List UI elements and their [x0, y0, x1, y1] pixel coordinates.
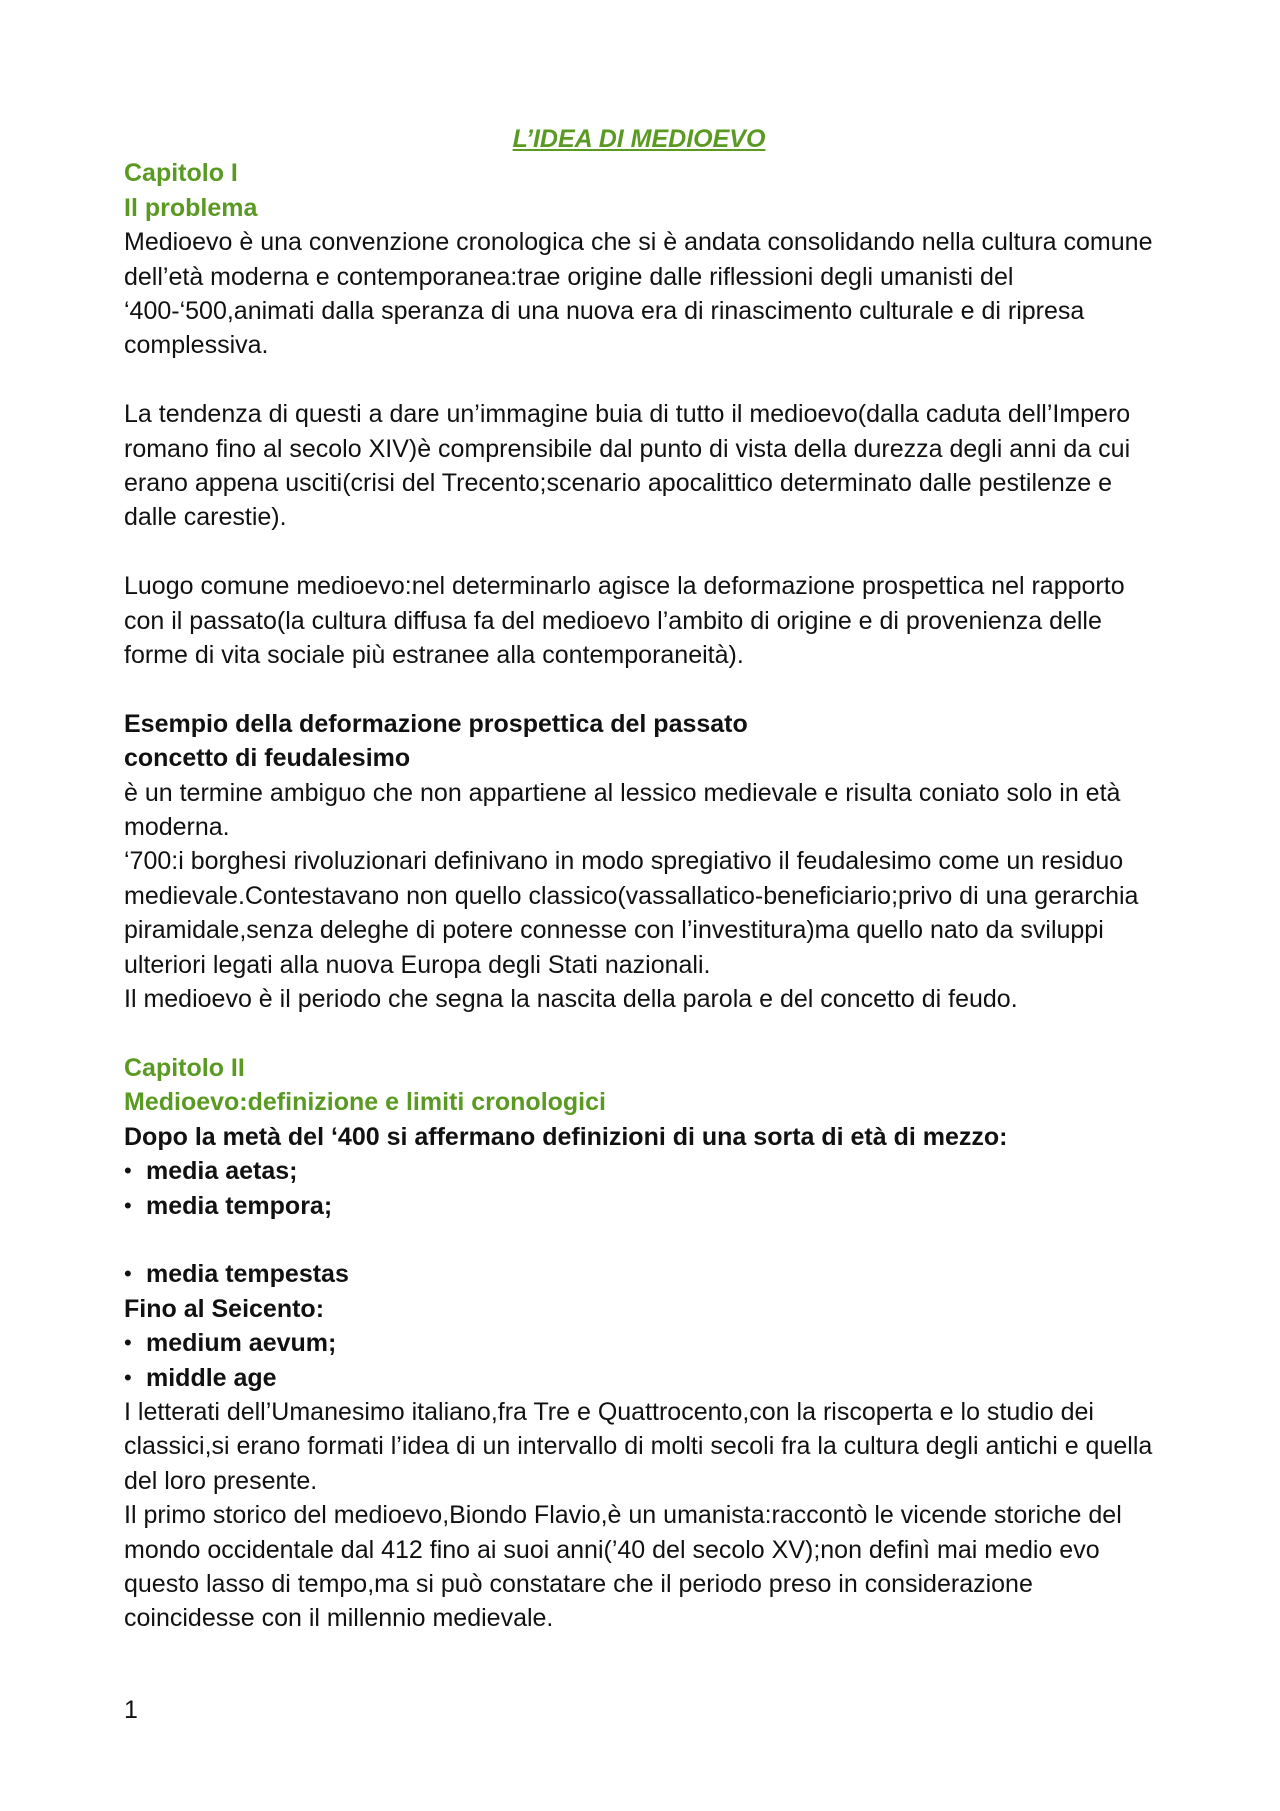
chapter-1-subtitle: Il problema — [124, 193, 258, 222]
bullet-icon: • — [124, 1261, 132, 1287]
page-number: 1 — [124, 1696, 138, 1724]
spacer — [124, 672, 1154, 706]
chapter-1-paragraph-5: ‘700:i borghesi rivoluzionari definivano in modo spregiativo il feudalesimo come un residuo medievale.Contestavano non quello classico(vassallatico-beneficiario;privo di una gerarchia piramidale,senza deleghe di potere connesse con l’investitura)ma quello nato da sviluppi ulteriori legati alla nuova Europa degli Stati nazionali. — [124, 847, 1139, 979]
example-subheading: concetto di feudalesimo — [124, 744, 411, 773]
bullet-icon: • — [124, 1364, 132, 1390]
example-heading: Esempio della deformazione prospettica del passato — [124, 709, 748, 738]
document-page — [124, 122, 1154, 1636]
bullet-list-1 — [124, 1154, 1154, 1223]
chapter-1-paragraph-2: La tendenza di questi a dare un’immagine buia di tutto il medioevo(dalla caduta dell’Impero romano fino al secolo XIV)è comprensibile dal punto di vista della durezza degli anni da cui erano appena usciti(crisi del Trecento;scenario apocalittico determinato dalle pestilenze e dalle carestie). — [124, 400, 1131, 532]
chapter-1-paragraph-1: Medioevo è una convenzione cronologica che si è andata consolidando nella cultura comune dell’età moderna e contemporanea:trae origine dalle riflessioni degli umanisti del ‘400-‘500,animati dalla speranza di una nuova era di rinascimento culturale e di ripresa complessiva. — [124, 228, 1153, 360]
list-item — [124, 1361, 1154, 1395]
chapter-2-subtitle: Medioevo:definizione e limiti cronologici — [124, 1088, 606, 1117]
list-item-text: medium aevum; — [146, 1329, 337, 1358]
list-item — [124, 1326, 1154, 1360]
bullet-list-2 — [124, 1257, 1154, 1291]
bullet-icon: • — [124, 1330, 132, 1356]
list-item-text: media aetas; — [146, 1157, 298, 1186]
list-item-text: middle age — [146, 1363, 277, 1392]
list-item — [124, 1154, 1154, 1188]
spacer — [124, 1017, 1154, 1051]
list-item — [124, 1189, 1154, 1223]
spacer — [124, 535, 1154, 569]
chapter-2-intro: Dopo la metà del ‘400 si affermano definizioni di una sorta di età di mezzo: — [124, 1122, 1008, 1151]
list-item — [124, 1257, 1154, 1291]
spacer — [124, 1223, 1154, 1257]
chapter-1-label: Capitolo I — [124, 159, 238, 188]
chapter-1-paragraph-3: Luogo comune medioevo:nel determinarlo agisce la deformazione prospettica nel rapporto con il passato(la cultura diffusa fa del medioevo l’ambito di origine e di provenienza delle forme di vita sociale più estranee alla contemporaneità). — [124, 572, 1125, 670]
list-item-text: media tempestas — [146, 1260, 349, 1289]
document-title: L’IDEA DI MEDIOEVO — [512, 125, 766, 153]
chapter-2-label: Capitolo II — [124, 1053, 245, 1082]
bullet-icon: • — [124, 1192, 132, 1218]
bullet-icon: • — [124, 1158, 132, 1184]
list-item-text: media tempora; — [146, 1191, 333, 1220]
chapter-2-paragraph-1: I letterati dell’Umanesimo italiano,fra Tre e Quattrocento,con la riscoperta e lo studio dei classici,si erano formati l’idea di un intervallo di molti secoli fra la cultura degli antichi e quella del loro presente. — [124, 1397, 1153, 1495]
chapter-1-paragraph-6: Il medioevo è il periodo che segna la nascita della parola e del concetto di feudo. — [124, 985, 1018, 1014]
bullet-list-3 — [124, 1326, 1154, 1395]
spacer — [124, 363, 1154, 397]
seicento-heading: Fino al Seicento: — [124, 1294, 325, 1323]
chapter-1-paragraph-4: è un termine ambiguo che non appartiene al lessico medievale e risulta coniato solo in età moderna. — [124, 778, 1121, 842]
chapter-2-paragraph-2: Il primo storico del medioevo,Biondo Flavio,è un umanista:raccontò le vicende storiche del mondo occidentale dal 412 fino ai suoi anni(’40 del secolo XV);non definì mai medio evo questo lasso di tempo,ma si può constatare che il periodo preso in considerazione coincidesse con il millennio medievale. — [124, 1501, 1122, 1633]
